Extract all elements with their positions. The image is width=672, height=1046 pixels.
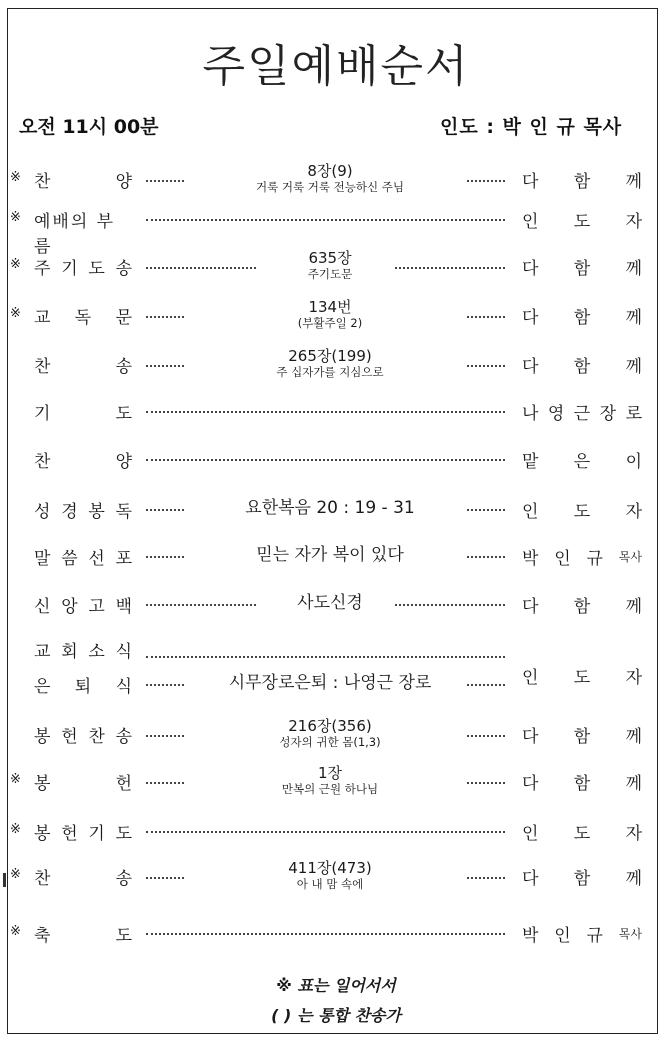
service-row [0, 392, 672, 432]
dot-leader [467, 782, 505, 784]
item-label-char: 말 [34, 549, 51, 569]
item-leader [522, 207, 642, 232]
service-row [0, 490, 672, 530]
item-label-char: 송 [115, 727, 132, 747]
standing-mark: ※ [10, 210, 21, 225]
item-label [34, 637, 132, 662]
item-leader [522, 254, 642, 279]
hymn-number: 635장 [308, 249, 352, 267]
dot-leader [146, 316, 184, 318]
item-label-char: 예배의 부름 [34, 212, 116, 257]
dot-leader [146, 735, 184, 737]
leader-char: 인 [554, 549, 571, 569]
hymn-number: 1장 [317, 764, 343, 782]
item-label-char: 도 [115, 404, 132, 424]
dot-leader [146, 933, 505, 935]
item-label [34, 399, 132, 424]
item-label-char: 기 [61, 259, 78, 279]
item-label-char: 도 [115, 824, 132, 844]
item-label-char: 봉 [34, 824, 51, 844]
standing-mark: ※ [10, 822, 21, 837]
item-detail [200, 859, 460, 891]
presider: 인도 : 박 인 규 목사 [440, 116, 623, 138]
item-label-char: 퇴 [74, 677, 92, 697]
standing-mark: ※ [10, 867, 21, 882]
item-leader [522, 167, 642, 192]
service-row [0, 715, 672, 755]
leader-title: 목사 [618, 927, 642, 941]
leader-title: 목사 [618, 550, 642, 564]
detail-text: 요한복음 20 : 19 - 31 [245, 498, 415, 518]
item-label-char: 송 [115, 357, 132, 377]
service-row [0, 296, 672, 336]
leader-char: 함 [573, 308, 591, 328]
dot-leader [146, 604, 256, 606]
leader-char: 함 [573, 727, 591, 747]
footer-standing-note: ※ 표는 일어서서 [276, 976, 396, 995]
hymn-number: 216장(356) [288, 717, 372, 735]
item-label-char: 포 [115, 549, 132, 569]
leader-char: 로 [625, 404, 642, 424]
leader-char: 도 [573, 824, 591, 844]
item-label-char: 봉 [34, 774, 51, 794]
item-leader [522, 303, 642, 328]
item-label [34, 819, 132, 844]
item-label-char: 도 [115, 926, 132, 946]
item-label [34, 672, 132, 697]
leader-char: 함 [573, 774, 591, 794]
leader-char: 인 [554, 926, 571, 946]
dot-leader [467, 316, 505, 318]
item-label [34, 447, 132, 472]
leader-char: 자 [625, 502, 642, 522]
item-leader [522, 921, 642, 946]
dot-leader [395, 604, 505, 606]
item-leader [522, 497, 642, 522]
leader-char: 께 [625, 172, 642, 192]
dot-leader [146, 509, 184, 511]
item-label-char: 찬 [34, 452, 51, 472]
item-label-char: 식 [115, 642, 132, 662]
item-label-char: 헌 [115, 774, 132, 794]
service-row [0, 762, 672, 802]
service-row [0, 200, 672, 257]
item-label [34, 592, 132, 617]
item-label-char: 송 [115, 869, 132, 889]
leader-char: 은 [573, 452, 591, 472]
service-row [0, 345, 672, 385]
dot-leader [146, 267, 256, 269]
leader-char: 박 [522, 549, 539, 569]
leader-char: 께 [625, 357, 642, 377]
item-label-char: 찬 [34, 357, 51, 377]
dot-leader [146, 459, 505, 461]
leader-char: 다 [522, 259, 539, 279]
item-leader [522, 447, 642, 472]
item-leader [522, 352, 642, 377]
dot-leader [146, 782, 184, 784]
item-label-char: 고 [88, 597, 105, 617]
leader-char: 자 [625, 212, 642, 232]
leader-char: 인 [522, 502, 539, 522]
dot-leader [146, 365, 184, 367]
service-time: 오전 11시 00분 [19, 116, 159, 138]
leader-char: 이 [625, 452, 642, 472]
item-label [34, 921, 132, 946]
item-label [34, 722, 132, 747]
item-label-char: 봉 [88, 502, 105, 522]
item-detail [200, 162, 460, 194]
item-label-char: 도 [88, 259, 105, 279]
dot-leader [146, 831, 505, 833]
item-label-char: 식 [115, 677, 132, 697]
leader-char: 께 [625, 259, 642, 279]
item-label-char: 신 [34, 597, 51, 617]
leader-char: 께 [625, 308, 642, 328]
item-label [34, 254, 132, 279]
detail-text: 시무장로은퇴 : 나영근 장로 [228, 673, 432, 693]
leader-char: 인 [522, 668, 539, 688]
leader-char: 도 [573, 212, 591, 232]
dot-leader [467, 735, 505, 737]
service-row [0, 160, 672, 200]
dot-leader [146, 877, 184, 879]
page-title: 주일예배순서 [202, 41, 470, 92]
leader-char: 다 [522, 357, 539, 377]
footer-hymnal-note: ( ) 는 통합 찬송가 [271, 1006, 401, 1025]
item-label-char: 주 [34, 259, 51, 279]
hymn-title: 주 십자가를 지심으로 [276, 365, 384, 379]
item-label-char: 씀 [61, 549, 78, 569]
dot-leader [467, 556, 505, 558]
item-label-char: 헌 [61, 727, 78, 747]
item-detail [200, 298, 460, 330]
leader-char: 다 [522, 308, 539, 328]
dot-leader [146, 684, 184, 686]
detail-text: 믿는 자가 복이 있다 [256, 545, 404, 565]
dot-leader [146, 180, 184, 182]
service-row [0, 857, 672, 897]
item-label-char: 교 [34, 308, 51, 328]
standing-mark: ※ [10, 772, 21, 787]
hymn-title: 거룩 거룩 거룩 전능하신 주님 [256, 180, 404, 194]
dot-leader [146, 411, 505, 413]
item-label-char: 양 [115, 172, 132, 192]
item-label-char: 기 [34, 404, 51, 424]
hymn-title: 성자의 귀한 몸(1,3) [279, 735, 381, 749]
leader-char: 함 [573, 869, 591, 889]
leader-char: 함 [573, 357, 591, 377]
hymn-title: 주기도문 [307, 267, 353, 281]
leader-char: 규 [586, 926, 603, 946]
service-row [0, 665, 672, 705]
item-label-char: 회 [61, 642, 78, 662]
dot-leader [146, 556, 184, 558]
leader-char: 맡 [522, 452, 539, 472]
leader-char: 장 [599, 404, 617, 424]
leader-char: 께 [625, 727, 642, 747]
item-label [34, 497, 132, 522]
item-leader [522, 544, 642, 569]
item-label-char: 앙 [61, 597, 78, 617]
service-row [0, 585, 672, 625]
leader-char: 다 [522, 172, 539, 192]
dot-leader [467, 365, 505, 367]
service-row [0, 440, 672, 480]
hymn-number: 411장(473) [288, 859, 372, 877]
item-detail [200, 498, 460, 518]
item-detail [200, 764, 460, 796]
dot-leader [467, 684, 505, 686]
leader-char: 다 [522, 597, 539, 617]
service-row [0, 914, 672, 954]
leader-char: 께 [625, 869, 642, 889]
item-label-char: 교 [34, 642, 51, 662]
item-label-char: 독 [115, 502, 132, 522]
leader-char: 도 [573, 668, 591, 688]
item-label-char: 독 [74, 308, 92, 328]
leader-char: 께 [625, 774, 642, 794]
item-label-char: 기 [88, 824, 105, 844]
item-leader [522, 769, 642, 794]
item-leader [522, 663, 642, 688]
leader-char: 인 [522, 824, 539, 844]
hymn-title: (부활주일 2) [297, 316, 363, 330]
leader-char: 다 [522, 869, 539, 889]
dot-leader [467, 877, 505, 879]
leader-char: 나 [522, 404, 539, 424]
item-detail [200, 347, 460, 379]
standing-mark: ※ [10, 306, 21, 321]
item-label-char: 은 [34, 677, 51, 697]
item-leader [522, 819, 642, 844]
item-label-char: 송 [115, 259, 132, 279]
leader-char: 께 [625, 597, 642, 617]
item-label [34, 769, 132, 794]
item-label-char: 찬 [34, 869, 51, 889]
item-leader [522, 864, 642, 889]
standing-mark: ※ [10, 170, 21, 185]
leader-char: 자 [625, 668, 642, 688]
leader-char: 도 [573, 502, 591, 522]
item-label [34, 544, 132, 569]
item-leader [522, 722, 642, 747]
item-detail [200, 545, 460, 565]
dot-leader [395, 267, 505, 269]
item-label-char: 헌 [61, 824, 78, 844]
item-label-char: 찬 [88, 727, 105, 747]
hymn-number: 134번 [308, 298, 352, 316]
item-label-char: 찬 [34, 172, 51, 192]
hymn-title: 만복의 근원 하나님 [281, 782, 379, 796]
item-detail [200, 673, 460, 693]
leader-char: 다 [522, 774, 539, 794]
item-label [34, 303, 132, 328]
item-label [34, 167, 132, 192]
item-label-char: 소 [88, 642, 105, 662]
leader-char: 함 [573, 597, 591, 617]
item-label-char: 백 [115, 597, 132, 617]
hymn-number: 8장(9) [307, 162, 353, 180]
item-label-char: 성 [34, 502, 51, 522]
item-label-char: 봉 [34, 727, 51, 747]
standing-mark: ※ [10, 924, 21, 939]
item-detail [200, 249, 460, 281]
leader-char: 박 [522, 926, 539, 946]
item-label [34, 864, 132, 889]
item-detail [200, 593, 460, 613]
item-leader [522, 399, 642, 424]
leader-char: 다 [522, 727, 539, 747]
service-row [0, 247, 672, 287]
standing-mark: ※ [10, 257, 21, 272]
item-detail [200, 717, 460, 749]
leader-char: 자 [625, 824, 642, 844]
hymn-number: 265장(199) [288, 347, 372, 365]
item-label-char: 양 [115, 452, 132, 472]
dot-leader [146, 219, 505, 221]
dot-leader [146, 656, 505, 658]
leader-char: 함 [573, 259, 591, 279]
item-leader [522, 592, 642, 617]
dot-leader [467, 509, 505, 511]
hymn-title: 아 내 맘 속에 [296, 877, 364, 891]
item-label-char: 문 [115, 308, 132, 328]
item-label [34, 352, 132, 377]
leader-char: 함 [573, 172, 591, 192]
item-label-char: 경 [61, 502, 78, 522]
service-row [0, 537, 672, 577]
item-label-char: 축 [34, 926, 51, 946]
detail-text: 사도신경 [297, 593, 363, 613]
dot-leader [467, 180, 505, 182]
leader-char: 인 [522, 212, 539, 232]
leader-char: 근 [573, 404, 591, 424]
service-row [0, 812, 672, 852]
leader-char: 영 [547, 404, 565, 424]
item-label-char: 선 [88, 549, 105, 569]
leader-char: 규 [586, 549, 603, 569]
